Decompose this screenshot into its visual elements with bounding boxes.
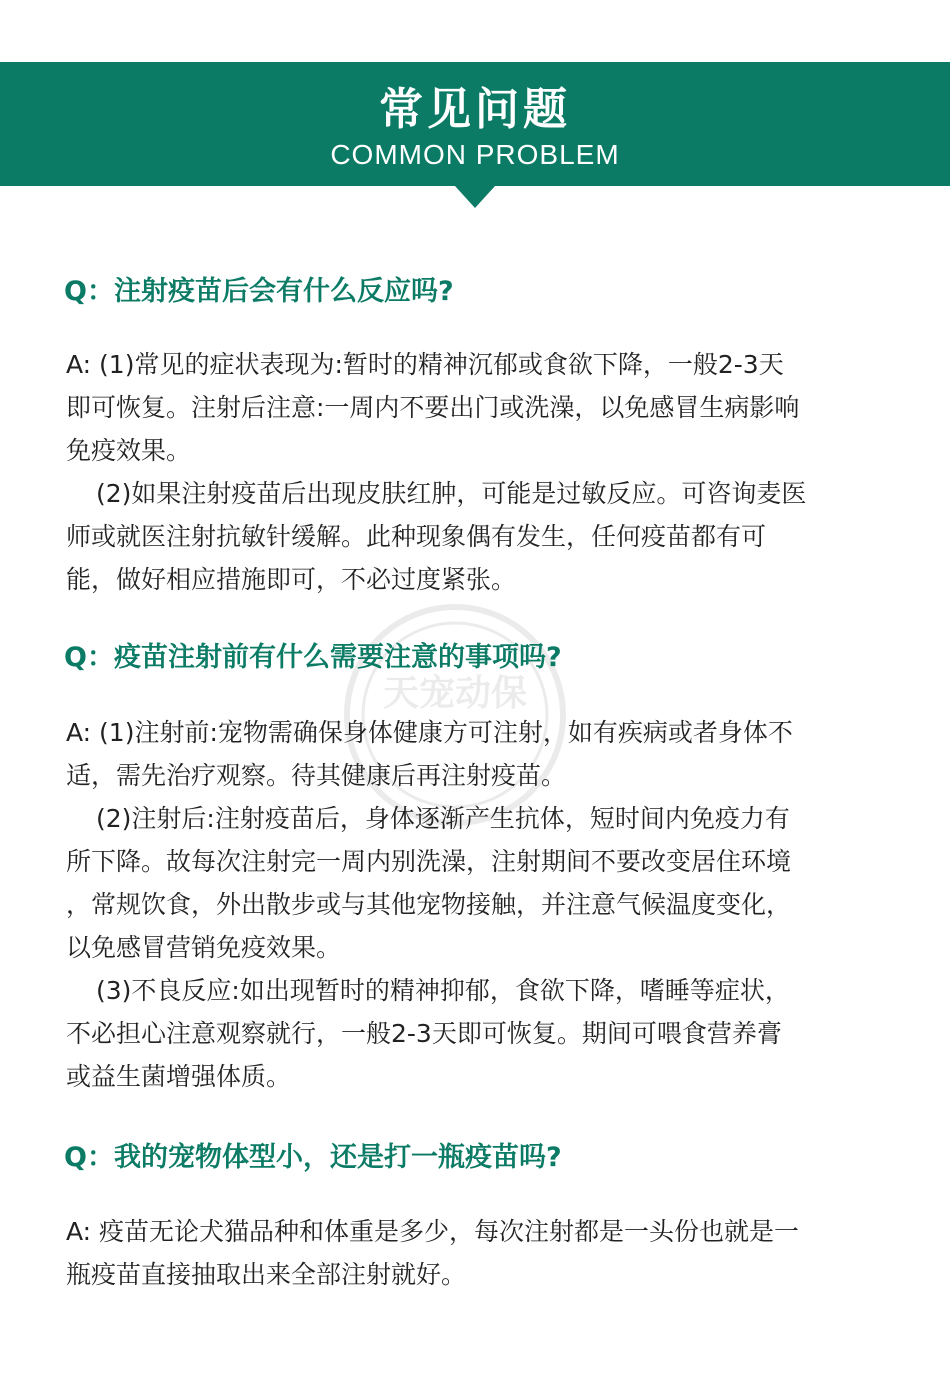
watermark-text: 天宠动保 [382, 673, 528, 714]
question-prefix: Q： [64, 276, 114, 307]
page-title: 常见问题 [379, 84, 571, 135]
answer-paragraph: (2)如果注射疫苗后出现皮肤红肿，可能是过敏反应。可咨询麦医 师或就医注射抗敏针缓解。此种现象偶有发生，任何疫苗都有可 能，做好相应措施即可，不必过度紧张。 [66, 479, 807, 594]
faq-answer-1 [66, 343, 886, 601]
question-text: 我的宠物体型小，还是打一瓶疫苗吗? [113, 1142, 562, 1173]
answer-paragraph: A: 疫苗无论犬猫品种和体重是多少，每次注射都是一头份也就是一 瓶疫苗直接抽取出来全部注射就好。 [66, 1217, 800, 1289]
faq-answer-2 [66, 711, 886, 1098]
question-text: 注射疫苗后会有什么反应吗? [113, 276, 454, 307]
question-prefix: Q： [64, 1142, 114, 1173]
answer-paragraph: A: (1)常见的症状表现为:暂时的精神沉郁或食欲下降，一般2-3天 即可恢复。注射后注意:一周内不要出门或洗澡，以免感冒生病影响 免疫效果。 [66, 350, 800, 465]
page-subtitle: COMMON PROBLEM [330, 139, 620, 170]
banner-notch [455, 186, 495, 208]
faq-answer-3 [66, 1210, 886, 1296]
faq-question-1 [64, 274, 894, 310]
answer-paragraph: (2)注射后:注射疫苗后，身体逐渐产生抗体，短时间内免疫力有 所下降。故每次注射完一周内别洗澡，注射期间不要改变居住环境 ，常规饮食，外出散步或与其他宠物接触，并注意气候温度变化， 以免感冒营销免疫效果。 [66, 804, 792, 962]
header-banner [0, 62, 950, 186]
answer-paragraph: A: (1)注射前:宠物需确保身体健康方可注射，如有疾病或者身体不 适，需先治疗观察。待其健康后再注射疫苗。 [66, 718, 793, 790]
faq-question-3 [64, 1140, 894, 1176]
question-prefix: Q： [64, 642, 114, 673]
faq-question-2 [64, 640, 894, 676]
answer-paragraph: (3)不良反应:如出现暂时的精神抑郁，食欲下降，嗜睡等症状， 不必担心注意观察就行，一般2-3天即可恢复。期间可喂食营养膏 或益生菌增强体质。 [66, 976, 790, 1091]
question-text: 疫苗注射前有什么需要注意的事项吗? [113, 642, 562, 673]
